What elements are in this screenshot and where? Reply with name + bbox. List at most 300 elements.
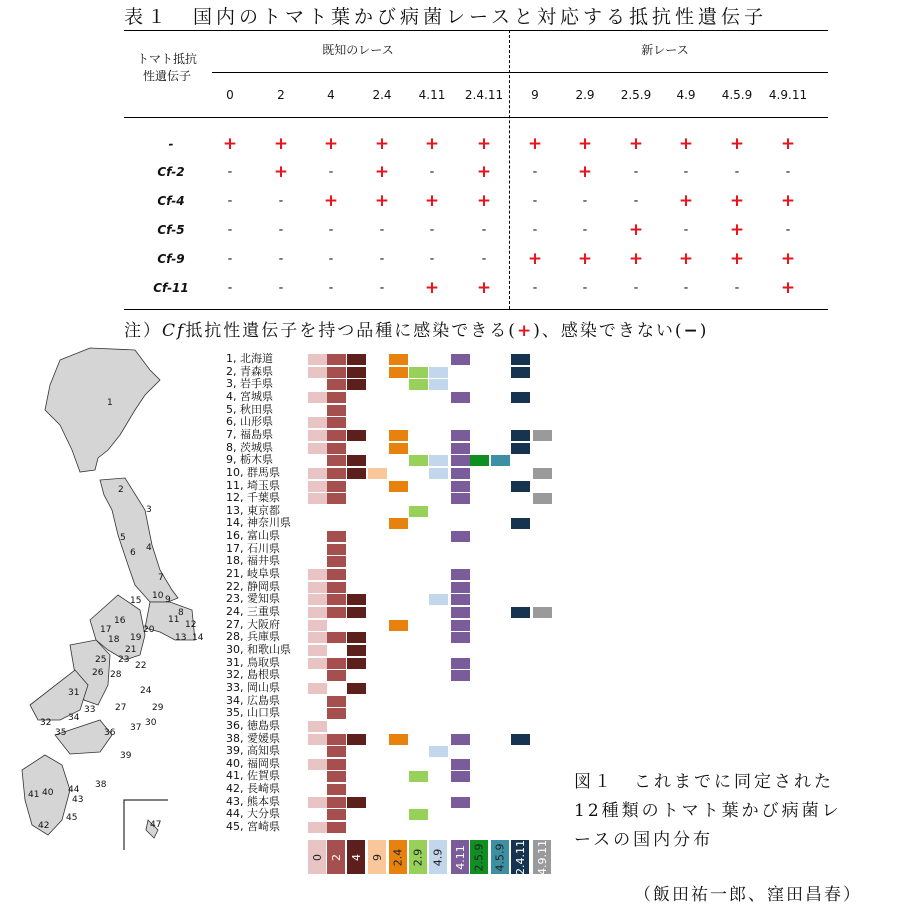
map-prefecture-number: 32 xyxy=(40,718,52,728)
race-header: 4 xyxy=(327,88,335,102)
note-plus: + xyxy=(516,321,534,341)
table-title: 表１ 国内のトマト葉かび病菌レースと対応する抵抗性遺伝子 xyxy=(124,6,768,28)
race-presence-cell xyxy=(389,481,408,492)
race-presence-cell xyxy=(429,746,448,757)
map-prefecture-number: 16 xyxy=(114,616,126,626)
race-presence-cell xyxy=(347,797,366,808)
map-prefecture-number: 39 xyxy=(120,751,132,761)
map-prefecture-number: 41 xyxy=(28,790,40,800)
infect-mark: + xyxy=(628,220,644,240)
race-presence-cell xyxy=(327,734,346,745)
race-presence-cell xyxy=(347,594,366,605)
japan-map xyxy=(0,340,210,860)
race-presence-cell xyxy=(347,455,366,466)
infect-mark: + xyxy=(628,134,644,154)
caption-line-2: 12種類のトマト葉かび病菌レ xyxy=(574,801,842,821)
legend-label: 4.9 xyxy=(431,848,445,866)
map-prefecture-number: 38 xyxy=(95,780,107,790)
race-presence-cell xyxy=(389,620,408,631)
race-presence-cell xyxy=(451,594,470,605)
prefecture-label: 22, 静岡県 xyxy=(226,579,280,593)
prefecture-label: 28, 兵庫県 xyxy=(226,630,280,644)
map-prefecture-number: 20 xyxy=(143,625,155,635)
infect-mark: + xyxy=(628,249,644,269)
race-presence-cell xyxy=(327,367,346,378)
prefecture-label: 7, 福島県 xyxy=(226,427,273,441)
legend-label: 4.11 xyxy=(453,844,467,870)
legend-item xyxy=(409,840,427,874)
legend-item xyxy=(533,840,551,874)
infect-mark: + xyxy=(729,191,745,211)
race-presence-cell xyxy=(327,632,346,643)
legend-label: 4 xyxy=(349,853,363,861)
table-top-rule xyxy=(124,30,828,31)
legend-item xyxy=(470,840,488,874)
infect-mark: + xyxy=(424,134,440,154)
race-presence-cell xyxy=(409,379,428,390)
prefecture-label: 42, 長崎県 xyxy=(226,782,280,796)
race-header: 2 xyxy=(277,88,285,102)
race-presence-cell xyxy=(308,392,327,403)
prefecture-label: 13, 東京都 xyxy=(226,503,280,517)
race-header: 9 xyxy=(531,88,539,102)
race-presence-cell xyxy=(308,620,327,631)
legend-label: 2.4.11 xyxy=(513,839,527,875)
map-prefecture-number: 31 xyxy=(68,688,80,698)
race-presence-cell xyxy=(327,430,346,441)
prefecture-label: 17, 石川県 xyxy=(226,541,280,555)
infect-mark: + xyxy=(527,134,543,154)
prefecture-label: 39, 高知県 xyxy=(226,744,280,758)
race-presence-cell xyxy=(511,518,530,529)
race-presence-cell xyxy=(451,759,470,770)
race-presence-cell xyxy=(327,531,346,542)
prefecture-label: 41, 佐賀県 xyxy=(226,769,280,783)
map-prefecture-number: 22 xyxy=(135,661,147,671)
race-presence-cell xyxy=(327,708,346,719)
prefecture-label: 31, 鳥取県 xyxy=(226,655,280,669)
table-body-rule xyxy=(124,117,828,118)
race-presence-cell xyxy=(451,771,470,782)
map-prefecture-number: 36 xyxy=(104,728,116,738)
legend-item xyxy=(308,840,326,874)
legend-label: 2.5.9 xyxy=(472,843,486,871)
race-presence-cell xyxy=(451,531,470,542)
no-infect-mark: - xyxy=(328,222,334,238)
race-presence-cell xyxy=(533,493,552,504)
new-races-label: 新レース xyxy=(641,43,689,57)
map-hokkaido xyxy=(45,348,160,472)
prefecture-label: 23, 愛知県 xyxy=(226,592,280,606)
legend-label: 2.4 xyxy=(391,848,405,866)
map-prefecture-number: 33 xyxy=(84,705,96,715)
legend-label: 9 xyxy=(370,853,384,861)
prefecture-label: 3, 岩手県 xyxy=(226,377,273,391)
map-prefecture-number: 45 xyxy=(66,813,78,823)
race-presence-cell xyxy=(347,379,366,390)
infect-mark: + xyxy=(577,162,593,182)
map-prefecture-number: 35 xyxy=(55,728,67,738)
race-presence-cell xyxy=(308,683,327,694)
prefecture-label: 14, 神奈川県 xyxy=(226,516,291,530)
gene-label: Cf-5 xyxy=(157,223,185,237)
race-presence-cell xyxy=(308,734,327,745)
race-presence-cell xyxy=(308,645,327,656)
map-prefecture-number: 26 xyxy=(92,668,104,678)
race-presence-cell xyxy=(327,417,346,428)
race-presence-cell xyxy=(308,354,327,365)
no-infect-mark: - xyxy=(278,222,284,238)
figure-caption xyxy=(574,768,842,855)
race-presence-cell xyxy=(347,632,366,643)
no-infect-mark: - xyxy=(278,193,284,209)
race-header: 4.9 xyxy=(676,88,696,102)
no-infect-mark: - xyxy=(481,222,487,238)
race-presence-cell xyxy=(327,392,346,403)
prefecture-label: 8, 茨城県 xyxy=(226,440,273,454)
race-presence-cell xyxy=(308,443,327,454)
race-presence-cell xyxy=(308,822,327,833)
race-presence-cell xyxy=(308,607,327,618)
no-infect-mark: - xyxy=(227,280,233,296)
race-presence-cell xyxy=(327,443,346,454)
note-text2: )、感染できない( xyxy=(533,321,684,341)
infect-mark: + xyxy=(424,191,440,211)
no-infect-mark: - xyxy=(633,164,639,180)
race-presence-cell xyxy=(389,734,408,745)
race-presence-cell xyxy=(451,392,470,403)
infect-mark: + xyxy=(476,191,492,211)
map-prefecture-number: 34 xyxy=(68,713,80,723)
infect-mark: + xyxy=(476,134,492,154)
no-infect-mark: - xyxy=(328,164,334,180)
gene-label: Cf-4 xyxy=(157,194,185,208)
legend-label: 4.9.11 xyxy=(535,839,549,875)
infect-mark: + xyxy=(222,134,238,154)
note-cf: Cf xyxy=(162,321,186,341)
credit: （飯田祐一郎、窪田昌春） xyxy=(634,885,862,905)
no-infect-mark: - xyxy=(582,222,588,238)
legend-item xyxy=(347,840,365,874)
prefecture-label: 1, 北海道 xyxy=(226,352,273,365)
race-presence-cell xyxy=(429,379,448,390)
race-presence-cell xyxy=(327,556,346,567)
race-presence-cell xyxy=(389,354,408,365)
map-prefecture-number: 43 xyxy=(72,795,84,805)
infect-mark: + xyxy=(424,278,440,298)
race-presence-cell xyxy=(347,683,366,694)
map-prefecture-number: 17 xyxy=(100,625,112,635)
prefecture-label: 21, 岐阜県 xyxy=(226,567,280,581)
race-presence-cell xyxy=(347,430,366,441)
no-infect-mark: - xyxy=(227,222,233,238)
race-presence-cell xyxy=(451,569,470,580)
map-prefecture-number: 6 xyxy=(130,548,136,558)
infect-mark: + xyxy=(577,134,593,154)
legend-item xyxy=(389,840,407,874)
race-presence-cell xyxy=(327,759,346,770)
race-presence-cell xyxy=(451,354,470,365)
note-minus: − xyxy=(683,321,700,341)
race-presence-cell xyxy=(327,809,346,820)
no-infect-mark: - xyxy=(379,222,385,238)
race-presence-cell xyxy=(389,443,408,454)
race-presence-cell xyxy=(451,468,470,479)
race-presence-cell xyxy=(409,506,428,517)
race-header: 2.4 xyxy=(372,88,392,102)
no-infect-mark: - xyxy=(683,222,689,238)
prefecture-label: 40, 福岡県 xyxy=(226,756,280,770)
map-prefecture-number: 24 xyxy=(140,686,152,696)
no-infect-mark: - xyxy=(227,251,233,267)
caption-line-3: ースの国内分布 xyxy=(574,830,714,850)
map-prefecture-number: 19 xyxy=(130,633,142,643)
table-note xyxy=(124,316,708,341)
map-prefecture-number: 21 xyxy=(125,645,137,655)
gene-label: Cf-9 xyxy=(157,252,185,266)
map-prefecture-number: 25 xyxy=(95,655,107,665)
race-presence-cell xyxy=(327,569,346,580)
infect-mark: + xyxy=(729,249,745,269)
race-presence-cell xyxy=(451,734,470,745)
map-prefecture-number: 44 xyxy=(68,785,80,795)
no-infect-mark: - xyxy=(328,251,334,267)
no-infect-mark: - xyxy=(633,280,639,296)
prefecture-label: 30, 和歌山県 xyxy=(226,642,291,656)
no-infect-mark: - xyxy=(429,164,435,180)
no-infect-mark: - xyxy=(683,164,689,180)
table-divider xyxy=(509,30,510,309)
race-presence-cell xyxy=(409,809,428,820)
prefecture-label: 10, 群馬県 xyxy=(226,465,280,479)
map-prefecture-number: 5 xyxy=(120,533,126,543)
no-infect-mark: - xyxy=(227,164,233,180)
no-infect-mark: - xyxy=(379,280,385,296)
caption-line-1: 図１ これまでに同定された xyxy=(574,772,834,792)
legend-label: 2.9 xyxy=(411,848,425,866)
race-presence-cell xyxy=(327,354,346,365)
no-infect-mark: - xyxy=(683,280,689,296)
race-presence-cell xyxy=(327,670,346,681)
race-presence-cell xyxy=(347,468,366,479)
race-presence-cell xyxy=(511,367,530,378)
known-races-label: 既知のレース xyxy=(322,43,394,57)
map-prefecture-number: 28 xyxy=(110,670,122,680)
no-infect-mark: - xyxy=(429,251,435,267)
prefecture-label: 11, 埼玉県 xyxy=(226,478,280,492)
prefecture-label: 44, 大分県 xyxy=(226,807,280,821)
no-infect-mark: - xyxy=(532,164,538,180)
race-presence-cell xyxy=(327,455,346,466)
legend-item xyxy=(511,840,529,874)
no-infect-mark: - xyxy=(582,280,588,296)
map-prefecture-number: 4 xyxy=(146,543,152,553)
infect-mark: + xyxy=(780,278,796,298)
no-infect-mark: - xyxy=(532,280,538,296)
race-presence-cell xyxy=(347,734,366,745)
race-presence-cell xyxy=(308,430,327,441)
table-header-rule xyxy=(212,72,828,73)
map-prefecture-number: 23 xyxy=(118,655,130,665)
race-header: 4.9.11 xyxy=(768,88,808,102)
prefecture-label: 12, 千葉県 xyxy=(226,491,280,505)
race-presence-cell xyxy=(533,468,552,479)
race-presence-cell xyxy=(409,771,428,782)
map-prefecture-number: 14 xyxy=(192,633,204,643)
race-presence-cell xyxy=(347,367,366,378)
race-presence-cell xyxy=(327,797,346,808)
race-presence-cell xyxy=(327,468,346,479)
race-presence-cell xyxy=(308,468,327,479)
infect-mark: + xyxy=(476,162,492,182)
race-presence-cell xyxy=(327,658,346,669)
legend-label: 0 xyxy=(310,853,324,861)
race-presence-cell xyxy=(327,696,346,707)
race-presence-cell xyxy=(451,658,470,669)
prefecture-label: 34, 広島県 xyxy=(226,693,280,707)
infect-mark: + xyxy=(273,162,289,182)
race-presence-cell xyxy=(327,784,346,795)
infect-mark: + xyxy=(527,249,543,269)
legend-item xyxy=(451,840,469,874)
map-prefecture-number: 7 xyxy=(158,573,164,583)
race-presence-cell xyxy=(451,620,470,631)
no-infect-mark: - xyxy=(734,164,740,180)
note-text1: 抵抗性遺伝子を持つ品種に感染できる( xyxy=(185,321,517,341)
no-infect-mark: - xyxy=(278,251,284,267)
infect-mark: + xyxy=(729,134,745,154)
infect-mark: + xyxy=(678,134,694,154)
map-prefecture-number: 1 xyxy=(107,398,113,408)
prefecture-label: 4, 宮城県 xyxy=(226,389,273,403)
race-presence-cell xyxy=(347,658,366,669)
race-header: 2.4.11 xyxy=(464,88,504,102)
race-presence-cell xyxy=(451,797,470,808)
no-infect-mark: - xyxy=(734,280,740,296)
infect-mark: + xyxy=(678,191,694,211)
row-header: トマト抵抗 性遺伝子 xyxy=(136,52,197,83)
legend-item xyxy=(429,840,447,874)
map-prefecture-number: 9 xyxy=(165,595,171,605)
legend-item xyxy=(368,840,386,874)
race-header: 0 xyxy=(226,88,234,102)
prefecture-label: 9, 栃木県 xyxy=(226,453,273,467)
race-header: 4.5.9 xyxy=(721,88,753,102)
infect-mark: + xyxy=(323,134,339,154)
map-prefecture-number: 27 xyxy=(115,703,127,713)
legend-item xyxy=(491,840,509,874)
note-text3: ) xyxy=(699,321,709,341)
infect-mark: + xyxy=(780,134,796,154)
prefecture-label: 2, 青森県 xyxy=(226,364,273,378)
race-presence-cell xyxy=(308,594,327,605)
gene-label: Cf-11 xyxy=(153,281,189,295)
race-presence-cell xyxy=(451,670,470,681)
no-infect-mark: - xyxy=(532,222,538,238)
race-presence-cell xyxy=(327,493,346,504)
race-presence-cell xyxy=(308,417,327,428)
prefecture-label: 18, 福井県 xyxy=(226,554,280,568)
prefecture-label: 38, 愛媛県 xyxy=(226,731,280,745)
race-presence-cell xyxy=(389,367,408,378)
race-presence-cell xyxy=(429,455,448,466)
race-presence-cell xyxy=(511,607,530,618)
race-presence-cell xyxy=(511,734,530,745)
race-header: 4.11 xyxy=(418,88,446,102)
race-presence-cell xyxy=(389,518,408,529)
race-presence-cell xyxy=(511,430,530,441)
map-prefecture-number: 47 xyxy=(150,820,162,830)
infect-mark: + xyxy=(476,278,492,298)
race-presence-cell xyxy=(308,481,327,492)
race-presence-cell xyxy=(451,430,470,441)
map-prefecture-number: 12 xyxy=(185,620,197,630)
map-prefecture-number: 15 xyxy=(130,596,142,606)
race-presence-cell xyxy=(511,392,530,403)
prefecture-label: 16, 富山県 xyxy=(226,529,280,543)
prefecture-label: 36, 徳島県 xyxy=(226,718,280,732)
race-presence-cell xyxy=(327,607,346,618)
prefecture-label: 35, 山口県 xyxy=(226,706,280,720)
race-presence-cell xyxy=(327,582,346,593)
map-prefecture-number: 8 xyxy=(178,608,184,618)
race-presence-cell xyxy=(511,481,530,492)
race-presence-cell xyxy=(327,746,346,757)
no-infect-mark: - xyxy=(278,280,284,296)
race-presence-cell xyxy=(451,493,470,504)
map-prefecture-number: 18 xyxy=(108,635,120,645)
race-presence-cell xyxy=(327,544,346,555)
no-infect-mark: - xyxy=(532,193,538,209)
prefecture-label: 43, 熊本県 xyxy=(226,794,280,808)
race-presence-cell xyxy=(347,645,366,656)
race-presence-cell xyxy=(429,594,448,605)
no-infect-mark: - xyxy=(785,164,791,180)
no-infect-mark: - xyxy=(481,251,487,267)
infect-mark: + xyxy=(577,249,593,269)
map-prefecture-number: 42 xyxy=(38,821,50,831)
map-prefecture-number: 29 xyxy=(152,703,164,713)
infect-mark: + xyxy=(273,134,289,154)
race-presence-cell xyxy=(491,455,510,466)
race-presence-cell xyxy=(368,468,387,479)
race-presence-cell xyxy=(470,455,489,466)
race-presence-cell xyxy=(308,797,327,808)
prefecture-label: 6, 山形県 xyxy=(226,415,273,429)
prefecture-label: 33, 岡山県 xyxy=(226,680,280,694)
race-presence-cell xyxy=(308,759,327,770)
prefecture-label: 27, 大阪府 xyxy=(226,617,280,631)
no-infect-mark: - xyxy=(785,222,791,238)
no-infect-mark: - xyxy=(633,193,639,209)
note-prefix: 注） xyxy=(124,321,162,341)
legend-item xyxy=(327,840,345,874)
race-presence-cell xyxy=(327,771,346,782)
map-prefecture-number: 13 xyxy=(175,633,187,643)
prefecture-label: 45, 宮崎県 xyxy=(226,820,280,834)
no-infect-mark: - xyxy=(429,222,435,238)
race-presence-cell xyxy=(451,455,470,466)
prefecture-label: 5, 秋田県 xyxy=(226,402,273,416)
map-prefecture-number: 30 xyxy=(145,718,157,728)
legend-label: 4.5.9 xyxy=(493,843,507,871)
race-presence-cell xyxy=(533,607,552,618)
race-presence-cell xyxy=(327,481,346,492)
race-presence-cell xyxy=(308,632,327,643)
race-presence-cell xyxy=(347,354,366,365)
infect-mark: + xyxy=(374,191,390,211)
map-prefecture-number: 2 xyxy=(118,485,124,495)
